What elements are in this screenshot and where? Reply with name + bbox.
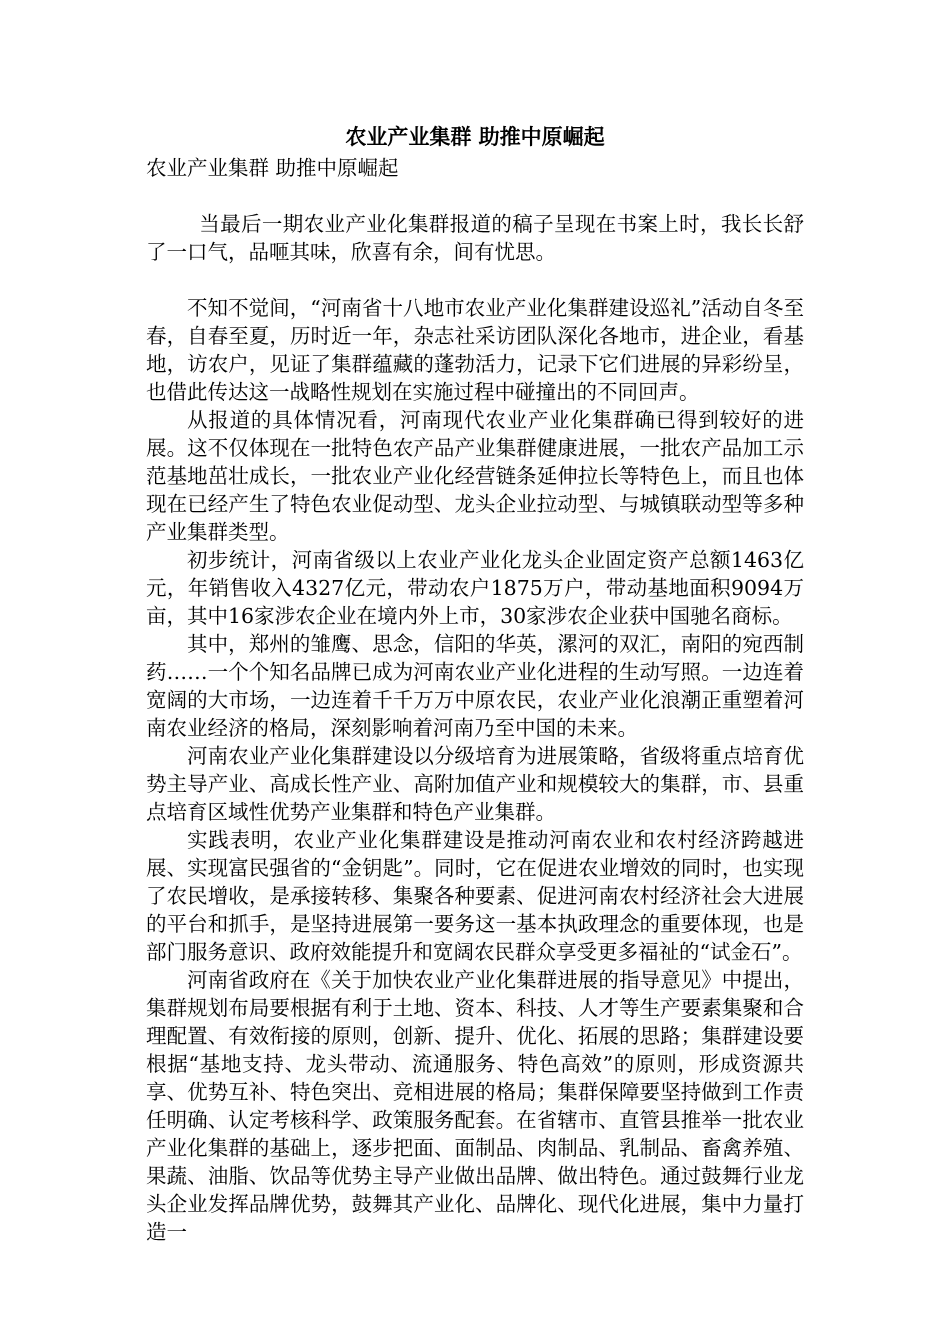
paragraph-2: 不知不觉间，“河南省十八地市农业产业化集群建设巡礼”活动自冬至春，自春至夏，历时近一年，杂志社采访团队深化各地市，进企业，看基地，访农户，见证了集群蕴藏的蓬勃活力，记录下它们进展的异彩纷呈，也借此传达这一战略性规划在实施过程中碰撞出的不同回声。 — [146, 296, 804, 404]
paragraph-6: 河南农业产业化集群建设以分级培育为进展策略，省级将重点培育优势主导产业、高成长性产业、高附加值产业和规模较大的集群，市、县重点培育区域性优势产业集群和特色产业集群。 — [146, 744, 804, 824]
document-title: 农业产业集群 助推中原崛起 — [345, 124, 605, 149]
paragraph-5: 其中，郑州的雏鹰、思念，信阳的华英，漯河的双汇，南阳的宛西制药……一个个知名品牌已成为河南农业产业化进程的生动写照。一边连着宽阔的大市场，一边连着千千万万中原农民，农业产业化浪潮正重塑着河南农业经济的格局，深刻影响着河南乃至中国的未来。 — [146, 632, 804, 740]
paragraph-spacer — [146, 266, 804, 294]
paragraph-7: 实践表明，农业产业化集群建设是推动河南农业和农村经济跨越进展、实现富民强省的“金钥匙”。同时，它在促进农业增效的同时，也实现了农民增收，是承接转移、集聚各种要素、促进河南农村经济社会大进展的平台和抓手，是坚持进展第一要务这一基本执政理念的重要体现，也是部门服务意识、政府效能提升和宽阔农民群众享受更多福祉的“试金石”。 — [146, 828, 804, 964]
document-page — [146, 120, 804, 1246]
document-subtitle: 农业产业集群 助推中原崛起 — [146, 156, 399, 180]
paragraph-4: 初步统计，河南省级以上农业产业化龙头企业固定资产总额1463亿元，年销售收入4327亿元，带动农户1875万户，带动基地面积9094万亩，其中16家涉农企业在境内外上市，30家涉农企业获中国驰名商标。 — [146, 548, 804, 628]
paragraph-8: 河南省政府在《关于加快农业产业化集群进展的指导意见》中提出，集群规划布局要根据有利于土地、资本、科技、人才等生产要素集聚和合理配置、有效衔接的原则，创新、提升、优化、拓展的思路；集群建设要根据“基地支持、龙头带动、流通服务、特色高效”的原则，形成资源共享、优势互补、特色突出、竞相进展的格局；集群保障要坚持做到工作责任明确、认定考核科学、政策服务配套。在省辖市、直管县推举一批农业产业化集群的基础上，逐步把面、面制品、肉制品、乳制品、畜禽养殖、果蔬、油脂、饮品等优势主导产业做出品牌、做出特色。通过鼓舞行业龙头企业发挥品牌优势，鼓舞其产业化、品牌化、现代化进展，集中力量打造一 — [146, 968, 804, 1244]
paragraph-3: 从报道的具体情况看，河南现代农业产业化集群确已得到较好的进展。这不仅体现在一批特色农产品产业集群健康进展，一批农产品加工示范基地茁壮成长，一批农业产业化经营链条延伸拉长等特色上，而且也体现在已经产生了特色农业促动型、龙头企业拉动型、与城镇联动型等多种产业集群类型。 — [146, 408, 804, 544]
paragraph-1: 当最后一期农业产业化集群报道的稿子呈现在书案上时，我长长舒了一口气，品咂其味，欣喜有余，间有忧思。 — [146, 212, 804, 264]
